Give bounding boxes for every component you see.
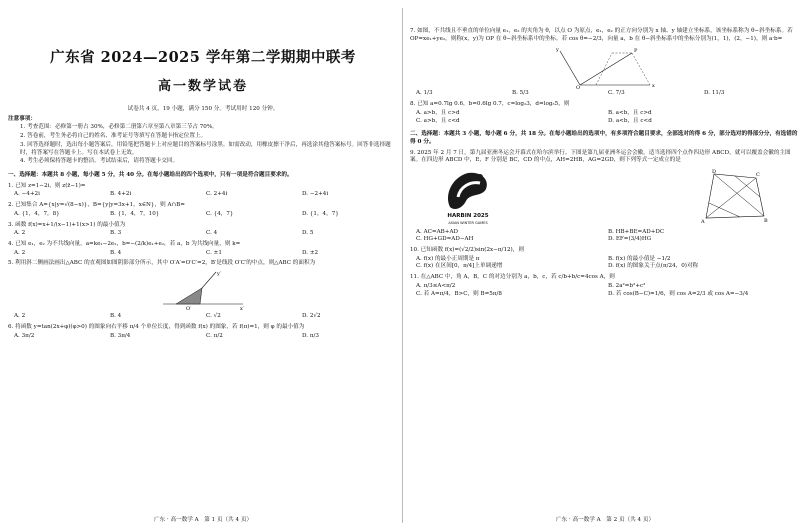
q7-option-c: C. 7/3 bbox=[608, 90, 625, 97]
q10-option-c: C. f(x) 在区间[0，π/4]上单调递增 bbox=[416, 263, 503, 270]
notice-1: 1. 考查范围：必修第一册占 30%，必修第二册第六章至第八章第三节占 70%。 bbox=[20, 124, 218, 131]
q10-option-b: B. f(x) 的最小值是 −1/2 bbox=[608, 255, 671, 262]
question-9 bbox=[410, 150, 800, 244]
q6-option-b: B. 3π/4 bbox=[110, 332, 131, 339]
q4-option-b: B. 4 bbox=[110, 249, 122, 256]
q7-option-a: A. 1/3 bbox=[416, 90, 433, 97]
question-1-stem: 1. 已知 z=1−2i，则 z(z̄−1)= bbox=[8, 182, 86, 189]
question-9-stem: 9. 2025 年 2 月 7 日，第九届亚洲冬运会开幕式在哈尔滨举行。下图是第九届亚洲冬运会会徽，适当选择四个点作四边形 ABCD，就可以覆盖会徽的主图案。在四边形 ABCD 中，E，F 分别是 BC，CD 的中点，AH=2HB，AG=2GD，则下列等式一定成立的是 bbox=[410, 149, 791, 164]
svg-text:y: y bbox=[556, 47, 559, 54]
q8-option-b: B. a<b，且 c>d bbox=[608, 109, 652, 116]
q1-option-d: D. −2+4i bbox=[302, 191, 329, 198]
exam-info: 试卷共 4 页，19 小题，满分 150 分。考试用时 120 分钟。 bbox=[127, 105, 279, 112]
notice-4: 4. 考生必须保持答题卡的整洁。考试结束后，请将答题卡交回。 bbox=[20, 158, 179, 165]
oblique-coordinate-diagram bbox=[550, 43, 660, 89]
q10-option-a: A. f(x) 的最小正周期是 π bbox=[416, 255, 480, 262]
question-3-stem: 3. 函数 f(x)=x+1/(x−1)+1(x>1) 的最小值为 bbox=[8, 221, 126, 228]
svg-text:B: B bbox=[764, 218, 768, 225]
svg-text:O′: O′ bbox=[186, 306, 192, 313]
oblique-triangle-diagram bbox=[158, 268, 248, 312]
question-4-stem: 4. 已知 e₁，e₂ 为不共线向量，a=ke₁−2e₂，b=−(2/k)e₁+e₂，若 a，b 为共线向量，则 k= bbox=[8, 241, 241, 247]
q5-option-c: C. √2 bbox=[206, 313, 221, 320]
question-5 bbox=[8, 260, 398, 320]
q10-option-d: D. f(x) 的图象关于点(π/24，0)对称 bbox=[608, 263, 699, 270]
svg-text:x: x bbox=[652, 83, 655, 90]
q5-figure bbox=[8, 268, 398, 312]
q9-option-b: B. HB+BE=AD+DC bbox=[608, 228, 665, 235]
question-10-stem: 10. 已知函数 f(x)=(√2/2)sin(2x−π/12)，则 bbox=[410, 247, 524, 254]
question-1 bbox=[8, 183, 398, 199]
page-2 bbox=[410, 0, 800, 531]
page-2-footer: 广东 · 高一数学 A 第 2 页（共 4 页） bbox=[555, 517, 655, 524]
q9-figures bbox=[410, 165, 800, 227]
q7-option-d: D. 11/3 bbox=[704, 90, 725, 97]
question-6-stem: 6. 将函数 y=tan(2x+φ)(φ>0) 的图象向右平移 π/4 个单位长度，得到函数 f(x) 的图象，若 f(π)=1，则 φ 的最小值为 bbox=[8, 323, 305, 330]
q7-option-b: B. 5/3 bbox=[512, 90, 529, 97]
page-divider bbox=[402, 8, 403, 523]
q2-option-b: B. {1，4，7，10} bbox=[110, 210, 160, 217]
section-1-heading: 一、选择题：本题共 8 小题，每小题 5 分，共 40 分。在每小题给出的四个选项中，只有一项是符合题目要求的。 bbox=[8, 171, 293, 178]
question-6 bbox=[8, 324, 398, 340]
svg-text:x′: x′ bbox=[240, 306, 244, 313]
svg-text:D: D bbox=[712, 169, 717, 176]
notice-heading: 注意事项： bbox=[8, 115, 36, 122]
q9-option-c: C. HG+GD=AD−AH bbox=[416, 236, 474, 243]
svg-text:A: A bbox=[701, 219, 705, 225]
svg-text:y′: y′ bbox=[217, 271, 221, 278]
q1-option-c: C. 2+4i bbox=[206, 191, 228, 198]
q4-option-d: D. ±2 bbox=[302, 249, 319, 256]
page-1 bbox=[8, 0, 398, 531]
svg-text:P: P bbox=[634, 48, 638, 55]
question-7-stem: 7. 如图，不共线且不垂直的单位向量 e₁，e₂ 的夹角为 θ，以点 O 为原点，e₁，e₂ 的正方向分别为 x 轴、y 轴建立坐标系，该坐标系称为 θ−斜坐标系。若 OP=xe₁+ye₂，则称(x，y)为 OP 在 θ−斜坐标系中的坐标。若 cos θ=−2/3，向量 a，b 在 θ−斜坐标系中的坐标分别为(1，1)，(2，−1)，则 a·b= bbox=[410, 28, 793, 42]
q11-option-a: A. π/3≤A<π/2 bbox=[416, 282, 456, 289]
q1-option-b: B. 4+2i bbox=[110, 191, 132, 198]
svg-text:O: O bbox=[576, 85, 581, 90]
q3-option-c: C. 4 bbox=[206, 230, 218, 237]
section-2-heading: 二、选择题：本题共 3 小题，每小题 6 分，共 18 分。在每小题给出的选项中，有多项符合题目要求，全部选对的得 6 分，部分选对的得部分分，有选错的得 0 分。 bbox=[410, 131, 798, 146]
q5-option-d: D. 2√2 bbox=[302, 313, 321, 320]
question-2-stem: 2. 已知集合 A={x|y=√(8−x)}，B={y|y=3x+1，x∈N}，则 A∩B= bbox=[8, 202, 185, 209]
q8-option-a: A. a>b，且 c>d bbox=[416, 109, 460, 116]
harbin-logo-text: HARBIN 2025 bbox=[447, 213, 489, 220]
q9-option-a: A. AC=AB+AD bbox=[416, 228, 458, 235]
q3-option-d: D. 5 bbox=[302, 230, 314, 237]
question-7 bbox=[410, 28, 800, 98]
q6-option-a: A. 3π/2 bbox=[14, 332, 35, 339]
exam-subtitle: 高一数学试卷 bbox=[157, 79, 248, 94]
question-10 bbox=[410, 247, 800, 271]
q2-option-a: A. {1，4，7，8} bbox=[14, 210, 60, 217]
q2-option-d: D. {1，4，7} bbox=[302, 210, 339, 217]
harbin-logo-subtext: ASIAN WINTER GAMES bbox=[448, 220, 488, 225]
q11-option-c: C. 若 A=π/4，B>C，则 B=5π/8 bbox=[416, 290, 502, 297]
notice-2: 2. 答卷前，考生务必将自己的姓名、准考证号等填写在答题卡指定位置上。 bbox=[20, 133, 207, 140]
q5-option-b: B. 4 bbox=[110, 313, 122, 320]
q3-option-a: A. 2 bbox=[14, 230, 26, 237]
question-8 bbox=[410, 101, 800, 125]
q11-option-d: D. 若 cos(B−C)=1/6，则 cos A=2/3 或 cos A=−3/4 bbox=[608, 290, 749, 297]
q6-option-c: C. π/2 bbox=[206, 332, 223, 339]
harbin-emblem-graphic bbox=[440, 167, 496, 213]
question-2 bbox=[8, 202, 398, 218]
q4-option-c: C. ±1 bbox=[206, 249, 222, 256]
q3-option-b: B. 3 bbox=[110, 230, 122, 237]
q11-option-b: B. 2a²=b²+c² bbox=[608, 282, 646, 289]
question-8-stem: 8. 已知 a=0.7lg 0.6，b=0.6lg 0.7，c=log₂3，d=log₃5，则 bbox=[410, 101, 570, 108]
exam-title: 广东省 2024—2025 学年第二学期期中联考 bbox=[50, 49, 356, 66]
question-3 bbox=[8, 222, 398, 238]
q9-option-d: D. EF=(3/4)HG bbox=[608, 236, 652, 243]
quadrilateral-abcd-diagram bbox=[700, 168, 770, 224]
question-5-stem: 5. 利用斜二侧画法画出△ABC 的直观图如图阴影部分所示，其中 O′A′=O′C′=2，B′是线段 O′C′的中点，则△ABC 的面积为 bbox=[8, 260, 316, 267]
q4-option-a: A. 2 bbox=[14, 249, 26, 256]
q8-option-d: D. a<b，且 c<d bbox=[608, 117, 652, 124]
q8-option-c: C. a>b，且 c<d bbox=[416, 117, 460, 124]
q2-option-c: C. {4，7} bbox=[206, 210, 234, 217]
svg-text:C: C bbox=[756, 172, 760, 179]
q7-figure bbox=[410, 43, 800, 89]
q5-option-a: A. 2 bbox=[14, 313, 26, 320]
notice-3: 3. 回答选择题时，选出每小题答案后，用铅笔把答题卡上对应题目的答案标号涂黑。如需改动，用橡皮擦干净后，再选涂其他答案标号。回答非选择题时，将答案写在答题卡上。写在本试卷上无效。 bbox=[20, 141, 391, 156]
page-1-footer: 广东 · 高一数学 A 第 1 页（共 4 页） bbox=[153, 517, 253, 524]
question-11-stem: 11. 在△ABC 中，角 A，B，C 的对边分别为 a，b，c，若 c/b+b/c=4cos A，则 bbox=[410, 274, 615, 281]
harbin-logo bbox=[440, 167, 496, 225]
question-11 bbox=[410, 274, 800, 298]
question-4 bbox=[8, 241, 398, 257]
q1-option-a: A. −4+2i bbox=[14, 191, 40, 198]
q6-option-d: D. π/3 bbox=[302, 332, 319, 339]
